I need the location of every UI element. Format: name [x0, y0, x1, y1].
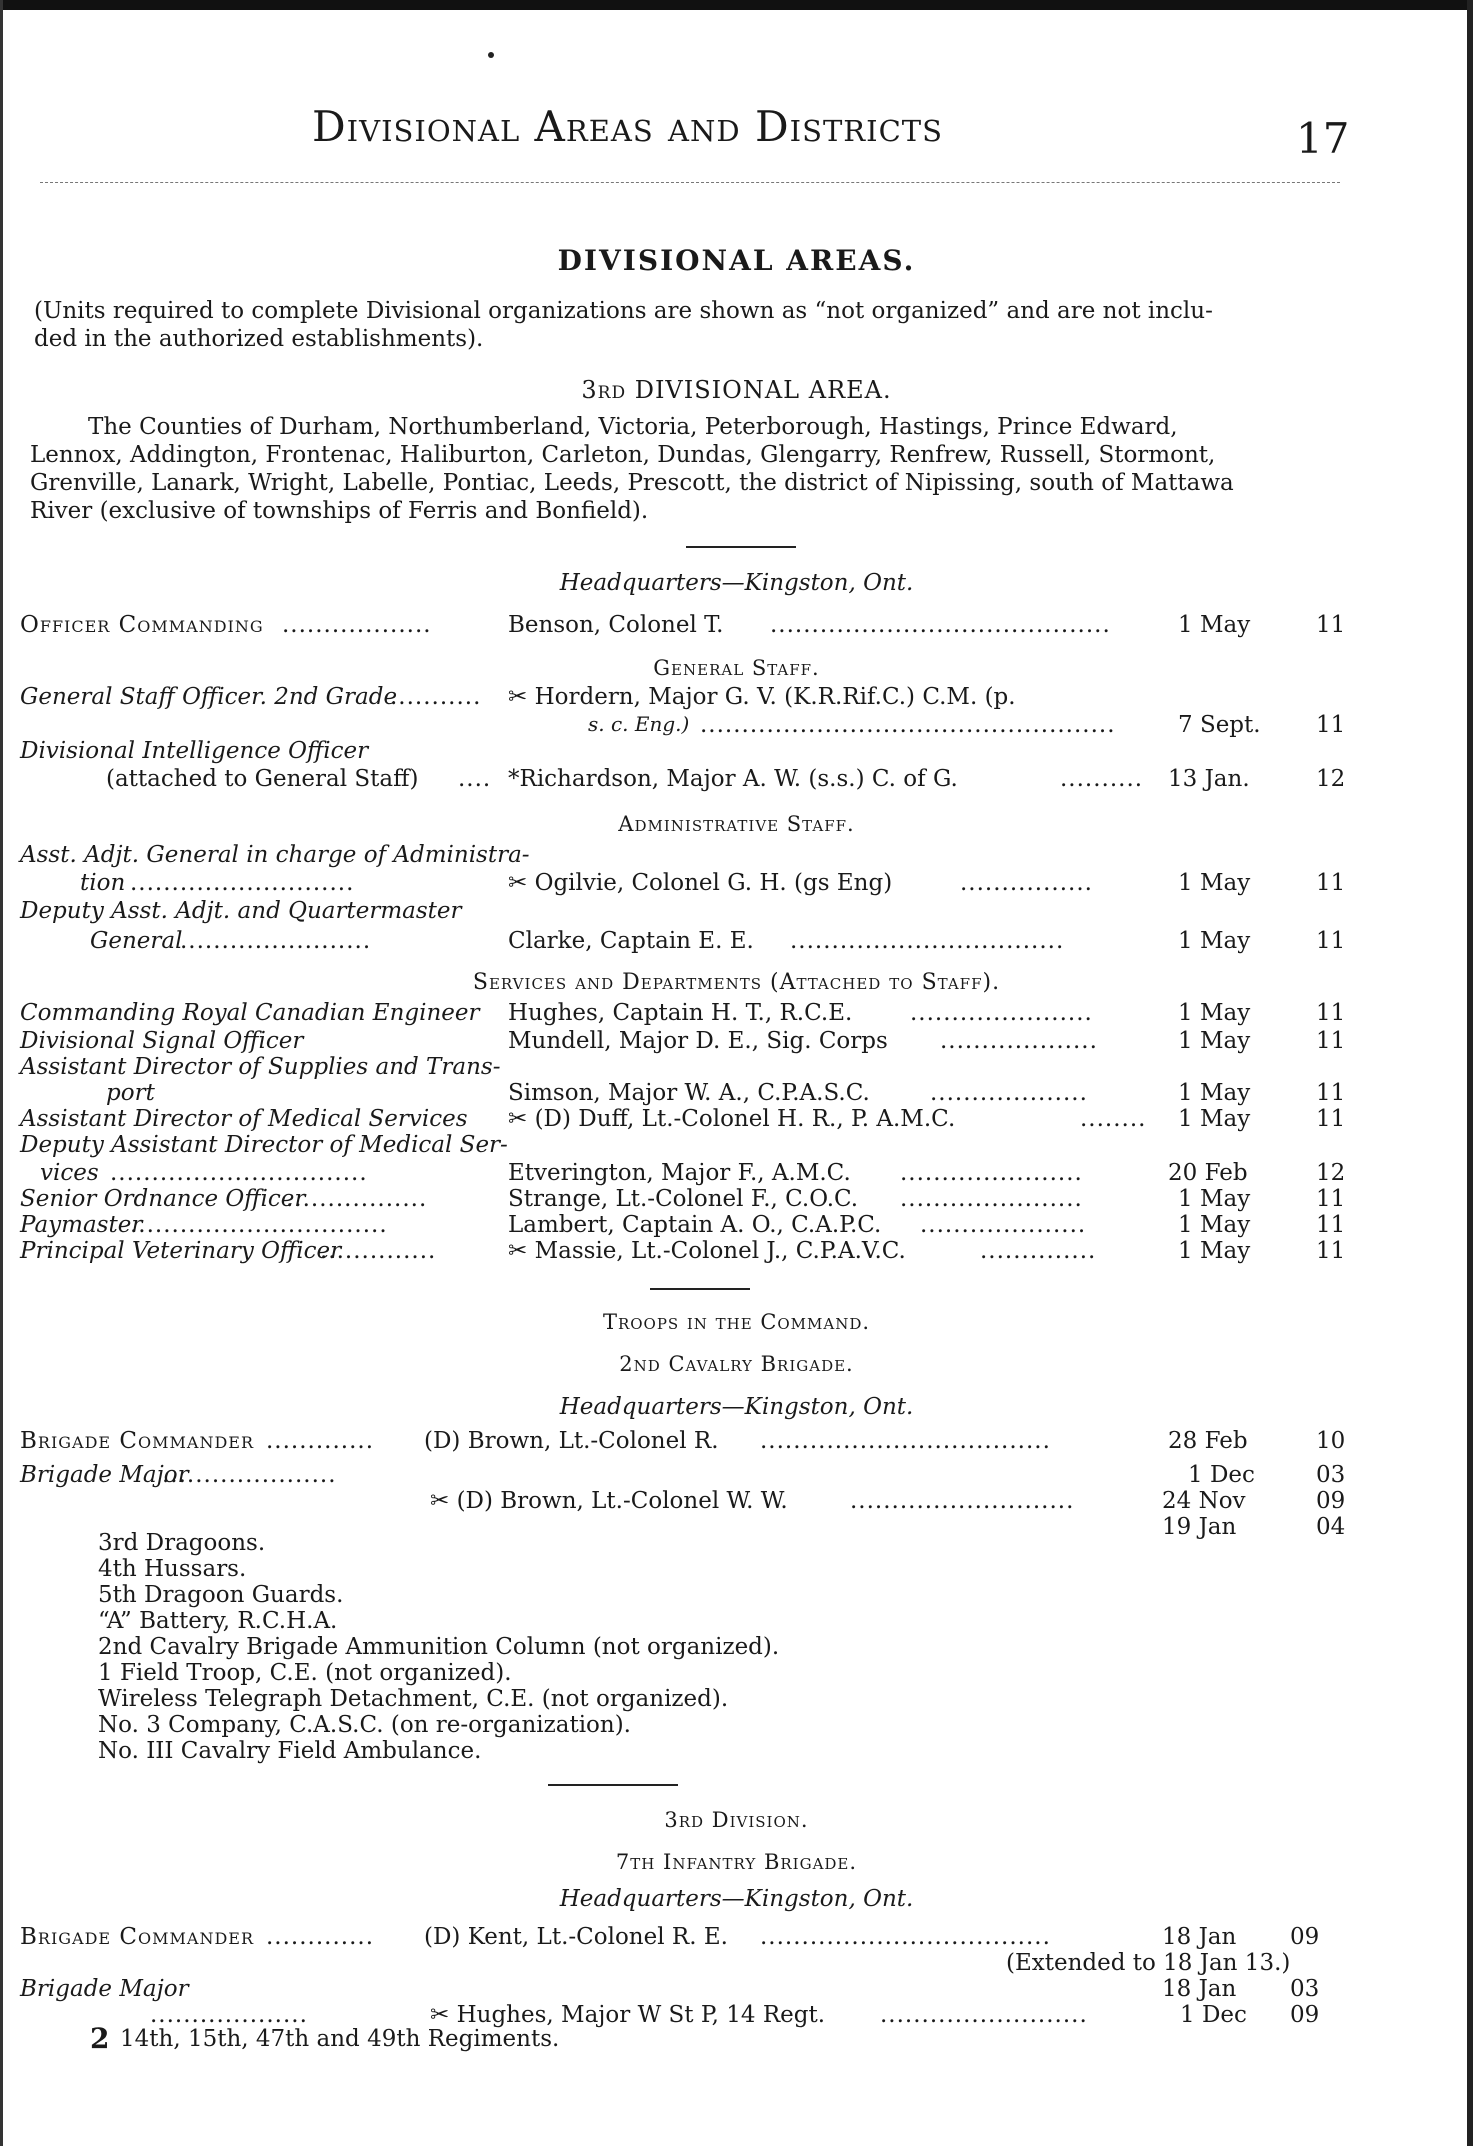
entry-label: Senior Ordnance Officer — [20, 1186, 306, 1212]
entry-label: Divisional Intelligence Officer — [20, 738, 369, 764]
entry-date: 1 May — [1178, 1238, 1251, 1264]
entry-cavalry-brigade-major-cont — [20, 1488, 1346, 1516]
entry-label-cont: vices — [40, 1160, 99, 1186]
leader-dots: ........... — [390, 684, 482, 710]
entry-date: 1 May — [1178, 1186, 1251, 1212]
entry-year: 11 — [1316, 1106, 1346, 1132]
entry-asst-adjt-general — [20, 842, 1340, 870]
entry-date: 1 May — [1178, 1212, 1251, 1238]
entry-label: Brigade Major — [20, 1462, 189, 1488]
entry-intelligence-officer — [20, 738, 1340, 766]
signature-mark: 2 — [90, 2022, 110, 2055]
leader-dots: ........ — [1080, 1106, 1147, 1132]
leader-dots: ................... — [150, 2002, 308, 2028]
entry-label: Brigade Major — [20, 1976, 189, 2002]
intro-line-2: ded in the authorized establishments). — [34, 326, 484, 352]
entry-year: 09 — [1316, 1488, 1346, 1514]
entry-label: Divisional Signal Officer — [20, 1028, 304, 1054]
unit-item: No. 3 Company, C.A.S.C. (on re-organization). — [98, 1712, 631, 1738]
section-rule — [686, 546, 796, 548]
entry-label: Commanding Royal Canadian Engineer — [20, 1000, 480, 1026]
cavalry-brigade-heading: 2nd Cavalry Brigade. — [619, 1352, 854, 1376]
leader-dots: ............. — [266, 1924, 375, 1950]
entry-label: Asst. Adjt. General in charge of Administra- — [20, 842, 530, 868]
entry-year: 12 — [1316, 1160, 1346, 1186]
page-title: DIVISIONAL AREAS. — [557, 244, 916, 277]
leader-dots: ................................... — [760, 1428, 1051, 1454]
entry-date: 1 May — [1178, 870, 1251, 896]
entry-label: Deputy Asst. Adjt. and Quartermaster — [20, 898, 462, 924]
unit-item: 4th Hussars. — [98, 1556, 247, 1582]
entry-label: Assistant Director of Medical Services — [20, 1106, 468, 1132]
leader-dots: ................. — [286, 1186, 428, 1212]
entry-year: 11 — [1316, 1028, 1346, 1054]
entry-date: 7 Sept. — [1178, 712, 1261, 738]
unit-item: 2nd Cavalry Brigade Ammunition Column (not organized). — [98, 1634, 780, 1660]
leader-dots: ...................... — [900, 1186, 1083, 1212]
entry-label: Deputy Assistant Director of Medical Ser- — [20, 1132, 508, 1158]
unit-item: “A” Battery, R.C.H.A. — [98, 1608, 338, 1634]
entry-officer-commanding — [20, 612, 1346, 640]
page-number: 17 — [1296, 114, 1350, 163]
leader-dots: ...................... — [910, 1000, 1093, 1026]
leader-dots: .............. — [320, 1238, 437, 1264]
entry-date: 19 Jan — [1162, 1514, 1237, 1540]
counties-line-4: River (exclusive of townships of Ferris and Bonfield). — [30, 498, 649, 524]
entry-veterinary-officer — [20, 1238, 1346, 1266]
unit-item: No. III Cavalry Field Ambulance. — [98, 1738, 482, 1764]
entry-name: *Richardson, Major A. W. (s.s.) C. of G. — [508, 766, 958, 792]
leader-dots: .................... — [920, 1212, 1087, 1238]
leader-dots: ............................... — [130, 1212, 388, 1238]
unit-item: 3rd Dragoons. — [98, 1530, 266, 1556]
leader-dots: ....................... — [180, 928, 372, 954]
entry-year: 03 — [1290, 1976, 1320, 2002]
unit-item: 5th Dragoon Guards. — [98, 1582, 344, 1608]
entry-general-staff-officer — [20, 684, 1340, 712]
entry-label: Officer Commanding — [20, 612, 264, 638]
leader-dots: ................... — [930, 1080, 1088, 1106]
leader-dots: .................................................. — [700, 712, 1116, 738]
leader-dots: ..................... — [162, 1462, 337, 1488]
entry-name: ✂ (D) Brown, Lt.-Colonel W. W. — [430, 1488, 788, 1514]
services-heading: Services and Departments (Attached to Staff). — [472, 970, 1001, 995]
section-rule — [548, 1784, 678, 1786]
counties-line-1: The Counties of Durham, Northumberland, Victoria, Peterborough, Hastings, Prince Edward, — [88, 414, 1178, 440]
entry-year: 11 — [1316, 1186, 1346, 1212]
leader-dots: .............. — [980, 1238, 1097, 1264]
running-title: Divisional Areas and Districts — [312, 102, 943, 151]
entry-medical-services — [20, 1106, 1346, 1134]
entry-label-cont: General — [90, 928, 183, 954]
entry-label: Assistant Director of Supplies and Trans- — [20, 1054, 501, 1080]
area-headquarters: Headquarters—Kingston, Ont. — [559, 570, 914, 596]
entry-ordnance-officer — [20, 1186, 1346, 1214]
entry-name: ✂ Hughes, Major W St P, 14 Regt. — [430, 2002, 826, 2028]
entry-date: 18 Jan — [1162, 1976, 1237, 2002]
entry-year: 11 — [1316, 612, 1346, 638]
leader-dots: ................ — [960, 870, 1093, 896]
counties-line-2: Lennox, Addington, Frontenac, Haliburton, Carleton, Dundas, Glengarry, Renfrew, Russell, Stormont, — [30, 442, 1216, 468]
cavalry-headquarters: Headquarters—Kingston, Ont. — [559, 1394, 914, 1420]
entry-date: 1 May — [1178, 1000, 1251, 1026]
entry-date: 1 May — [1178, 1028, 1251, 1054]
entry-date: 1 Dec — [1180, 2002, 1247, 2028]
entry-name: (D) Brown, Lt.-Colonel R. — [424, 1428, 719, 1454]
entry-year: 09 — [1290, 1924, 1320, 1950]
entry-name: Lambert, Captain A. O., C.A.P.C. — [508, 1212, 882, 1238]
extension-note: (Extended to 18 Jan 13.) — [1006, 1950, 1291, 1976]
leader-dots: ......................................... — [770, 612, 1111, 638]
entry-date: 13 Jan. — [1168, 766, 1250, 792]
entry-date: 28 Feb — [1168, 1428, 1248, 1454]
entry-cavalry-brigade-commander — [20, 1428, 1346, 1456]
entry-date: 1 Dec — [1188, 1462, 1255, 1488]
counties-line-3: Grenville, Lanark, Wright, Labelle, Pontiac, Leeds, Prescott, the district of Nipissing, south of Mattawa — [30, 470, 1234, 496]
entry-label-cont: tion — [80, 870, 126, 896]
entry-year: 12 — [1316, 766, 1346, 792]
entry-asst-adjt-general-cont — [20, 870, 1346, 898]
leader-dots: .................. — [282, 612, 432, 638]
leader-dots: .......... — [1060, 766, 1144, 792]
entry-year: 11 — [1316, 712, 1346, 738]
unit-item: Wireless Telegraph Detachment, C.E. (not organized). — [98, 1686, 729, 1712]
infantry-headquarters: Headquarters—Kingston, Ont. — [559, 1886, 914, 1912]
entry-year: 11 — [1316, 1238, 1346, 1264]
entry-divisional-signal-officer — [20, 1028, 1346, 1056]
header-rule — [40, 182, 1340, 183]
leader-dots: ............................... — [110, 1160, 368, 1186]
entry-year: 03 — [1316, 1462, 1346, 1488]
entry-name: Mundell, Major D. E., Sig. Corps — [508, 1028, 888, 1054]
leader-dots: .... — [458, 766, 492, 792]
entry-year: 10 — [1316, 1428, 1346, 1454]
entry-year: 09 — [1290, 2002, 1320, 2028]
entry-intelligence-officer-cont — [20, 766, 1346, 794]
general-staff-heading: General Staff. — [653, 656, 820, 680]
entry-deputy-medical-cont — [20, 1160, 1346, 1188]
leader-dots: ................... — [940, 1028, 1098, 1054]
entry-date: 1 May — [1178, 1106, 1251, 1132]
entry-name: Strange, Lt.-Colonel F., C.O.C. — [508, 1186, 859, 1212]
entry-year: 11 — [1316, 1080, 1346, 1106]
entry-label-cont: (attached to General Staff) — [106, 766, 419, 792]
leader-dots: ............. — [266, 1428, 375, 1454]
entry-name-cont: s. c. Eng.) — [588, 712, 690, 736]
entry-year: 11 — [1316, 1000, 1346, 1026]
entry-year: 11 — [1316, 870, 1346, 896]
leader-dots: ......................... — [880, 2002, 1088, 2028]
entry-infantry-commander-note — [20, 1950, 1340, 1978]
scan-border-top — [0, 0, 1473, 10]
entry-date: 1 May — [1178, 1080, 1251, 1106]
entry-name: (D) Kent, Lt.-Colonel R. E. — [424, 1924, 728, 1950]
entry-name: ✂ (D) Duff, Lt.-Colonel H. R., P. A.M.C. — [508, 1106, 956, 1132]
entry-name: Etverington, Major F., A.M.C. — [508, 1160, 851, 1186]
regiments-line: 14th, 15th, 47th and 49th Regiments. — [120, 2026, 560, 2052]
entry-label: Paymaster — [20, 1212, 143, 1238]
entry-royal-canadian-engineer — [20, 1000, 1346, 1028]
entry-name: ✂ Massie, Lt.-Colonel J., C.P.A.V.C. — [508, 1238, 906, 1264]
entry-deputy-asst-adjt — [20, 898, 1340, 926]
entry-year: 04 — [1316, 1514, 1346, 1540]
leader-dots: ................................. — [790, 928, 1065, 954]
leader-dots: ...................... — [900, 1160, 1083, 1186]
entry-label: Brigade Commander — [20, 1924, 255, 1950]
entry-name: Benson, Colonel T. — [508, 612, 724, 638]
leader-dots: ........................... — [130, 870, 355, 896]
entry-infantry-brigade-commander — [20, 1924, 1340, 1952]
entry-deputy-asst-adjt-cont — [20, 928, 1346, 956]
entry-name: ✂ Hordern, Major G. V. (K.R.Rif.C.) C.M. (p. — [508, 684, 1016, 710]
entry-date: 18 Jan — [1162, 1924, 1237, 1950]
entry-label: Principal Veterinary Officer — [20, 1238, 342, 1264]
leader-dots: ................................... — [760, 1924, 1051, 1950]
entry-general-staff-officer-cont — [20, 712, 1346, 740]
entry-infantry-brigade-major — [20, 1976, 1340, 2004]
entry-deputy-medical — [20, 1132, 1340, 1160]
entry-name: Simson, Major W. A., C.P.A.S.C. — [508, 1080, 870, 1106]
entry-date: 20 Feb — [1168, 1160, 1248, 1186]
section-rule — [650, 1288, 750, 1290]
entry-date: 1 May — [1178, 612, 1251, 638]
division-heading: 3rd Division. — [664, 1808, 809, 1832]
entry-year: 11 — [1316, 1212, 1346, 1238]
administrative-staff-heading: Administrative Staff. — [618, 812, 855, 836]
intro-line-1: (Units required to complete Divisional organizations are shown as “not organized” and are not inclu- — [34, 298, 1213, 324]
ink-dot — [488, 52, 494, 58]
entry-supplies-transport-cont — [20, 1080, 1346, 1108]
entry-date: 1 May — [1178, 928, 1251, 954]
infantry-brigade-heading: 7th Infantry Brigade. — [615, 1850, 858, 1874]
entry-date: 24 Nov — [1162, 1488, 1246, 1514]
area-heading: 3rd DIVISIONAL AREA. — [581, 376, 892, 404]
entry-supplies-transport — [20, 1054, 1340, 1082]
entry-name: Clarke, Captain E. E. — [508, 928, 754, 954]
entry-name: ✂ Ogilvie, Colonel G. H. (gs Eng) — [508, 870, 893, 896]
troops-heading: Troops in the Command. — [602, 1310, 871, 1334]
entry-paymaster — [20, 1212, 1346, 1240]
entry-year: 11 — [1316, 928, 1346, 954]
entry-label: General Staff Officer. 2nd Grade — [20, 684, 398, 710]
leader-dots: ........................... — [850, 1488, 1075, 1514]
unit-item: 1 Field Troop, C.E. (not organized). — [98, 1660, 512, 1686]
entry-cavalry-brigade-major — [20, 1462, 1346, 1490]
entry-label-cont: port — [106, 1080, 155, 1106]
entry-name: Hughes, Captain H. T., R.C.E. — [508, 1000, 853, 1026]
entry-label: Brigade Commander — [20, 1428, 255, 1454]
